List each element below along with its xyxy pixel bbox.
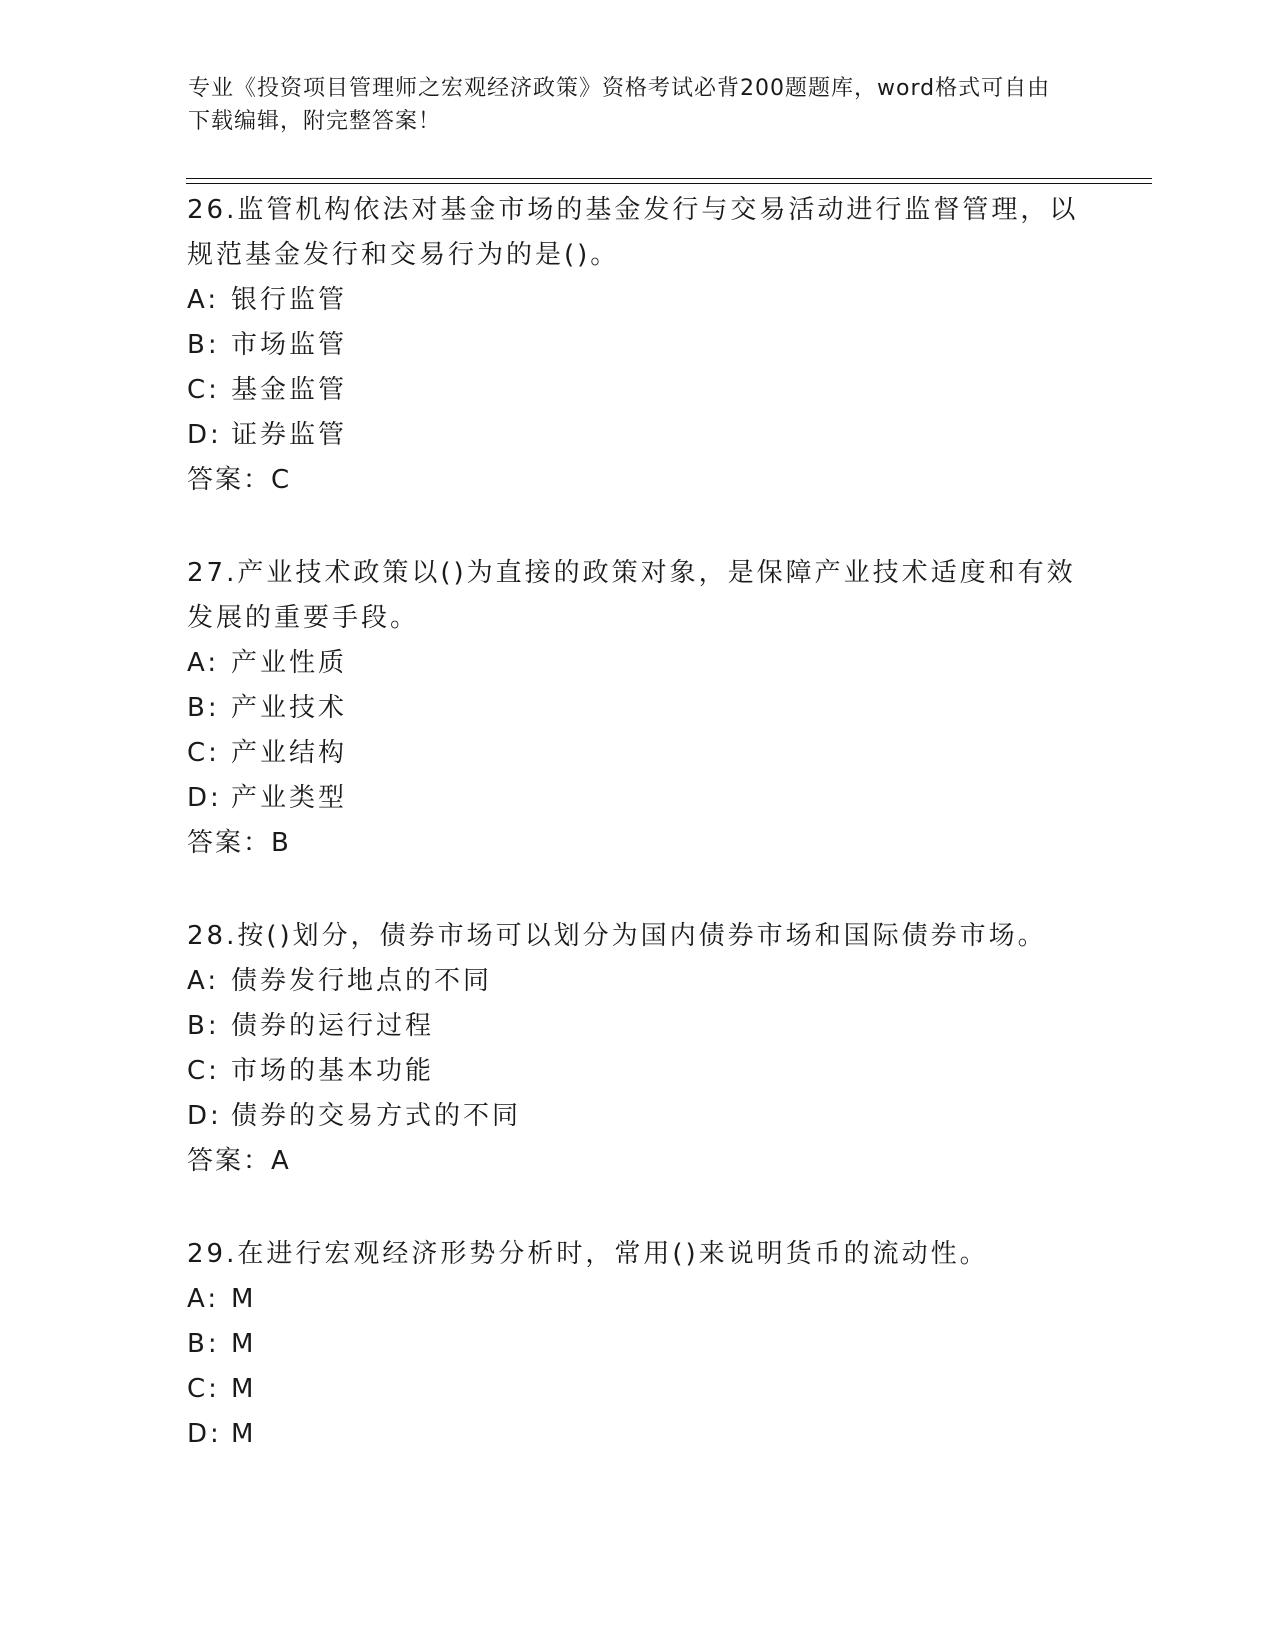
option-key: D:	[187, 783, 222, 813]
option-key: B:	[187, 1329, 220, 1359]
header-divider-top	[186, 178, 1152, 179]
option-text: 证券监管	[231, 420, 348, 450]
option-c	[187, 1049, 1087, 1094]
option-text: 银行监管	[231, 285, 348, 315]
option-a	[187, 1277, 1087, 1322]
option-c	[187, 1367, 1087, 1412]
question-stem: 28.按()划分，债券市场可以划分为国内债券市场和国际债券市场。	[187, 921, 1047, 951]
option-text: M	[231, 1329, 257, 1359]
option-key: D:	[187, 420, 222, 450]
header-divider-bottom	[186, 183, 1152, 184]
option-text: M	[231, 1284, 257, 1314]
option-key: B:	[187, 1011, 220, 1041]
option-text: 市场的基本功能	[231, 1056, 435, 1086]
option-key: B:	[187, 330, 220, 360]
option-key: D:	[187, 1419, 222, 1449]
option-key: C:	[187, 738, 220, 768]
option-a	[187, 278, 1087, 323]
option-key: B:	[187, 693, 220, 723]
question-stem: 26.监管机构依法对基金市场的基金发行与交易活动进行监督管理，以规范基金发行和交易行为的是()。	[187, 195, 1079, 270]
option-key: C:	[187, 1056, 220, 1086]
question-stem: 29.在进行宏观经济形势分析时，常用()来说明货币的流动性。	[187, 1239, 989, 1269]
option-text: M	[231, 1419, 257, 1449]
option-text: 产业性质	[231, 648, 348, 678]
question-stem: 27.产业技术政策以()为直接的政策对象，是保障产业技术适度和有效发展的重要手段。	[187, 558, 1076, 633]
option-key: D:	[187, 1101, 222, 1131]
option-text: 产业类型	[231, 783, 348, 813]
option-b	[187, 323, 1087, 368]
option-d	[187, 776, 1087, 821]
answer-line: 答案：A	[187, 1146, 291, 1176]
option-text: 债券的运行过程	[231, 1011, 435, 1041]
option-text: 产业结构	[231, 738, 348, 768]
question-29	[187, 1232, 1087, 1457]
option-text: 基金监管	[231, 375, 348, 405]
option-a	[187, 959, 1087, 1004]
option-c	[187, 731, 1087, 776]
option-text: M	[231, 1374, 257, 1404]
option-d	[187, 1412, 1087, 1457]
option-key: C:	[187, 1374, 220, 1404]
question-27	[187, 551, 1087, 866]
answer-line: 答案：C	[187, 465, 292, 495]
option-d	[187, 413, 1087, 458]
option-key: A:	[187, 966, 220, 996]
option-d	[187, 1094, 1087, 1139]
question-26	[187, 188, 1087, 503]
option-text: 市场监管	[231, 330, 348, 360]
option-key: A:	[187, 1284, 220, 1314]
option-key: A:	[187, 285, 220, 315]
option-c	[187, 368, 1087, 413]
question-28	[187, 914, 1087, 1184]
option-key: A:	[187, 648, 220, 678]
document-header: 专业《投资项目管理师之宏观经济政策》资格考试必背200题题库，word格式可自由下载编辑，附完整答案！	[188, 76, 1051, 134]
option-b	[187, 1004, 1087, 1049]
option-text: 债券发行地点的不同	[231, 966, 493, 996]
option-key: C:	[187, 375, 220, 405]
option-b	[187, 686, 1087, 731]
option-text: 债券的交易方式的不同	[231, 1101, 522, 1131]
option-text: 产业技术	[231, 693, 348, 723]
answer-line: 答案：B	[187, 828, 291, 858]
option-b	[187, 1322, 1087, 1367]
option-a	[187, 641, 1087, 686]
